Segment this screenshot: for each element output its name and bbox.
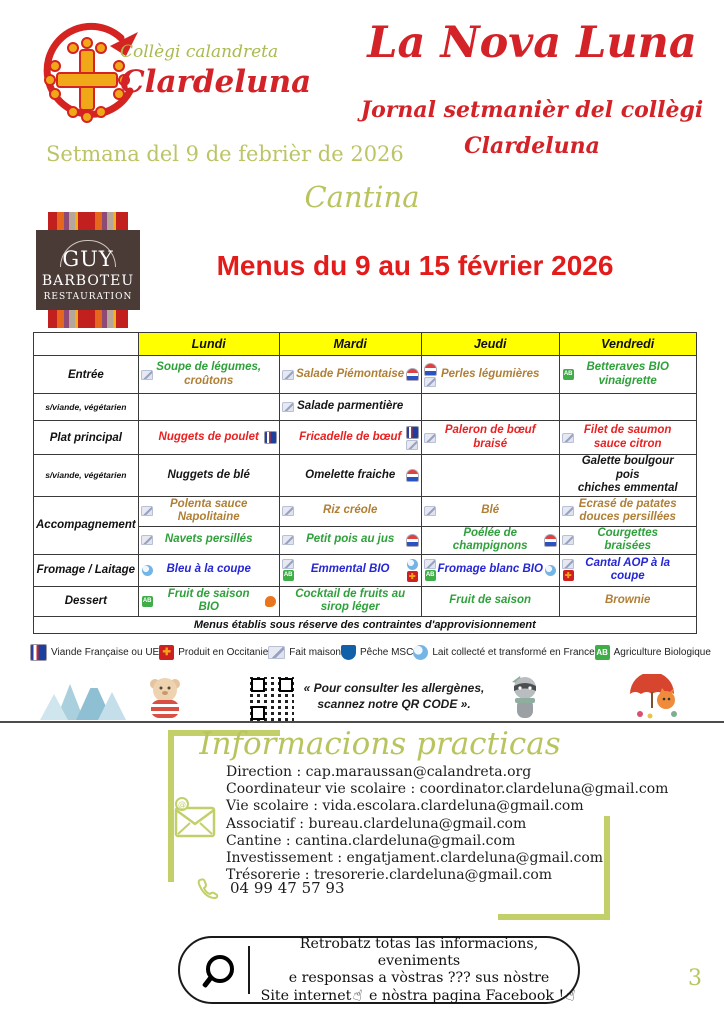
- menu-cell: [279, 554, 421, 586]
- menu-item-text: Navets persillés: [164, 533, 253, 546]
- fait-maison-icon: [282, 402, 294, 412]
- raccoon-illustration-icon: [502, 674, 548, 720]
- contact-line: Trésorerie : tresorerie.clardeluna@gmail.com: [226, 867, 553, 884]
- menu-cell: [138, 496, 279, 526]
- ab-bio-icon: AB: [425, 570, 436, 581]
- menu-item-text: Salade parmentière: [297, 400, 404, 413]
- fait-maison-icon: [562, 433, 574, 443]
- click-hand-icon: ☝: [564, 984, 578, 1005]
- website-link[interactable]: Site internet: [260, 987, 352, 1004]
- sur-place-icon: [424, 363, 437, 376]
- fait-maison-icon: [424, 377, 436, 387]
- sur-place-icon: [406, 469, 419, 482]
- menu-item-text: Galette boulgour pois chiches emmental: [577, 455, 678, 494]
- caterer-box: [36, 230, 140, 310]
- occitanie-icon: ✚: [407, 571, 418, 582]
- menu-item-text: Polenta sauce Napolitaine: [170, 497, 248, 523]
- day-header-jeudi: Jeudi: [421, 333, 559, 356]
- sur-place-icon: [544, 534, 557, 547]
- page-number: 3: [688, 966, 702, 991]
- fait-maison-icon: [562, 559, 574, 569]
- menu-item-text: Cantal AOP à la coupe: [585, 556, 671, 582]
- day-header-vendredi: Vendredi: [559, 333, 696, 356]
- menu-cell: [559, 496, 696, 526]
- menu-item-text: Nuggets de blé: [167, 468, 250, 481]
- legend-label: Produit en Occitanie: [178, 647, 269, 658]
- footer-line1: Retrobatz totas las informacions, eveniments: [299, 935, 539, 969]
- caterer-name-line2: BARBOTEU: [41, 273, 135, 289]
- footer-box-text: [260, 936, 578, 1005]
- menu-week-title: Menus du 9 au 15 février 2026: [216, 250, 614, 281]
- msc-icon: [341, 645, 356, 660]
- phone-icon: [196, 876, 220, 900]
- facebook-link[interactable]: e nòstra pagina Facebook !: [368, 987, 565, 1004]
- menu-cell: [138, 356, 279, 394]
- fait-maison-icon: [282, 506, 294, 516]
- day-header-mardi: Mardi: [279, 333, 421, 356]
- menu-cell: [559, 586, 696, 616]
- menu-cell: [421, 421, 559, 455]
- fait-maison-icon: [141, 370, 153, 380]
- menu-cell: [138, 394, 279, 421]
- milk-icon: [545, 565, 556, 576]
- fait-maison-icon: [282, 559, 294, 569]
- menu-table: [33, 332, 697, 634]
- milk-icon: [142, 565, 153, 576]
- contact-line: Direction : cap.maraussan@calandreta.org: [226, 764, 532, 780]
- contact-line: Cantine : cantina.clardeluna@gmail.com: [226, 832, 516, 849]
- legend-item: [268, 646, 341, 659]
- row-label: Accompagnement: [34, 496, 139, 554]
- school-name-line2: Clardeluna: [120, 64, 312, 100]
- click-hand-icon: ☝: [351, 984, 365, 1005]
- section-title-cantina: Cantina: [304, 180, 420, 214]
- menu-cell: [138, 586, 279, 616]
- fait-maison-icon: [424, 559, 436, 569]
- contact-line: Coordinateur vie scolaire : coordinator.clardeluna@gmail.com: [226, 781, 669, 798]
- menu-item-text: Soupe de légumes, croûtons: [156, 361, 262, 387]
- school-name-line1: Collègi calandreta: [120, 42, 279, 62]
- menu-cell: [138, 526, 279, 554]
- fr-eu-flag-icon: [264, 431, 277, 444]
- day-header-lundi: Lundi: [138, 333, 279, 356]
- subtitle-line2: Clardeluna: [464, 133, 600, 159]
- fox-umbrella-illustration-icon: [622, 674, 688, 720]
- menu-cell: [559, 526, 696, 554]
- ab-bio-icon: AB: [563, 369, 574, 380]
- fr-eu-flag-icon: [406, 426, 419, 439]
- menu-item-text: Omelette fraiche: [305, 468, 396, 481]
- menu-cell: [559, 421, 696, 455]
- svg-text:@: @: [178, 800, 186, 809]
- email-envelope-icon: [170, 796, 218, 840]
- legend-label: Agriculture Biologique: [613, 647, 711, 658]
- fr-eu-flag-icon: [30, 644, 47, 661]
- orange-fruit-icon: [265, 596, 276, 607]
- bear-illustration-icon: [142, 674, 188, 720]
- legend-label: Lait collecté et transformé en France: [432, 647, 595, 658]
- menu-item-text: Courgettes braisées: [597, 526, 659, 552]
- allergen-line1: « Pour consulter les allergènes,: [303, 681, 485, 695]
- menu-item-text: Perles légumières: [440, 367, 540, 380]
- legend-label: Pêche MSC: [359, 647, 414, 658]
- menu-item-text: Cocktail de fruits au sirop léger: [295, 587, 406, 613]
- legend-item: [341, 645, 413, 660]
- milk-icon: [407, 559, 418, 570]
- menu-cell: [559, 356, 696, 394]
- contact-line: Investissement : engatjament.clardeluna@gmail.com: [226, 850, 604, 867]
- menu-cell: [559, 554, 696, 586]
- contact-list: [226, 764, 668, 884]
- menu-item-text: Ecrasé de patates douces persillées: [578, 497, 677, 523]
- row-label: Fromage / Laitage: [34, 554, 139, 586]
- menu-item-text: Fricadelle de bœuf: [299, 430, 402, 443]
- qr-code: [247, 674, 297, 724]
- menu-legend: [30, 644, 711, 661]
- infos-title: Informacions practicas: [199, 726, 561, 762]
- legend-item: [159, 645, 268, 660]
- fait-maison-icon: [141, 535, 153, 545]
- fait-maison-icon: [268, 646, 285, 659]
- fait-maison-icon: [282, 535, 294, 545]
- occitanie-icon: ✚: [563, 570, 574, 581]
- table-corner-cell: [34, 333, 139, 356]
- phone-number: 04 99 47 57 93: [230, 879, 345, 897]
- menu-cell: [421, 554, 559, 586]
- caterer-name-line1: GUY: [62, 247, 114, 271]
- menu-cell: [138, 455, 279, 497]
- menu-item-text: Riz créole: [323, 504, 378, 517]
- menu-cell: [421, 586, 559, 616]
- legend-item: [413, 645, 594, 660]
- menu-cell: [279, 586, 421, 616]
- menu-footnote: Menus établis sous réserve des contraintes d'approvisionnement: [34, 616, 697, 633]
- week-line: Setmana del 9 de febrièr de 2026: [46, 142, 404, 166]
- menu-item-text: Fruit de saison BIO: [167, 587, 250, 613]
- menu-cell: [279, 356, 421, 394]
- menu-item-text: Petit pois au jus: [306, 533, 395, 546]
- decorative-strip: [0, 672, 724, 720]
- sur-place-icon: [406, 534, 419, 547]
- menu-cell: [421, 526, 559, 554]
- fait-maison-icon: [562, 506, 574, 516]
- menu-item-text: Paleron de bœuf braisé: [444, 424, 536, 450]
- fait-maison-icon: [424, 433, 436, 443]
- menu-item-text: Poélée de champignons: [452, 526, 528, 552]
- contact-line: Vie scolaire : vida.escolara.clardeluna@gmail.com: [226, 798, 584, 815]
- row-label: s/viande, végétarien: [34, 455, 139, 497]
- allergen-line2: scannez notre QR CODE ».: [317, 697, 471, 711]
- menu-cell: [559, 455, 696, 497]
- menu-item-text: Betteraves BIO vinaigrette: [586, 361, 669, 387]
- newsletter-title: La Nova Luna: [367, 18, 697, 68]
- menu-cell: [421, 394, 559, 421]
- menu-item-text: Fruit de saison: [449, 594, 532, 607]
- fait-maison-icon: [424, 506, 436, 516]
- menu-cell: [279, 421, 421, 455]
- legend-item: [30, 644, 159, 661]
- row-label: s/viande, végétarien: [34, 394, 139, 421]
- caterer-stripes-bottom: [48, 310, 128, 328]
- menu-item-text: Salade Piémontaise: [296, 367, 405, 380]
- menu-item-text: Nuggets de poulet: [158, 430, 259, 443]
- menu-item-text: Brownie: [605, 594, 651, 607]
- legend-item: [595, 645, 711, 660]
- mountains-illustration-icon: [40, 676, 128, 720]
- menu-item-text: Blé: [481, 504, 500, 517]
- fait-maison-icon: [406, 440, 418, 450]
- section-divider: [0, 721, 724, 723]
- menu-cell: [138, 554, 279, 586]
- row-label: Dessert: [34, 586, 139, 616]
- menu-cell: [279, 526, 421, 554]
- caterer-stripes-top: [48, 212, 128, 230]
- ab-bio-icon: AB: [595, 645, 610, 660]
- occitanie-icon: ✚: [159, 645, 174, 660]
- pill-divider: [248, 946, 250, 994]
- menu-cell: [559, 394, 696, 421]
- ab-bio-icon: AB: [142, 596, 153, 607]
- legend-label: Fait maison: [289, 647, 341, 658]
- row-label: Plat principal: [34, 421, 139, 455]
- magnifier-icon: [204, 955, 234, 985]
- contact-line: Associatif : bureau.clardeluna@gmail.com: [226, 815, 527, 832]
- menu-cell: [279, 455, 421, 497]
- menu-item-text: Filet de saumon sauce citron: [583, 424, 672, 450]
- footer-line2: e responsas a vòstras ??? sus nòstre: [288, 969, 550, 986]
- caterer-logo: [36, 212, 140, 328]
- ab-bio-icon: AB: [283, 570, 294, 581]
- menu-cell: [421, 356, 559, 394]
- menu-cell: [421, 455, 559, 497]
- newsletter-subtitle: [352, 92, 712, 164]
- menu-cell: [421, 496, 559, 526]
- bracket-bottom-horizontal: [498, 914, 610, 920]
- allergen-note: [298, 680, 490, 712]
- subtitle-line1: Jornal setmanièr del collègi: [360, 97, 704, 123]
- fait-maison-icon: [562, 535, 574, 545]
- menu-item-text: Emmental BIO: [310, 563, 390, 576]
- fait-maison-icon: [141, 506, 153, 516]
- milk-icon: [413, 645, 428, 660]
- row-label: Entrée: [34, 356, 139, 394]
- menu-cell: [279, 496, 421, 526]
- caterer-name-line3: RESTAURATION: [43, 292, 133, 302]
- legend-label: Viande Française ou UE: [51, 647, 160, 658]
- footer-info-box: [178, 936, 580, 1004]
- menu-cell: [279, 394, 421, 421]
- sur-place-icon: [406, 368, 419, 381]
- menu-item-text: Bleu à la coupe: [166, 563, 251, 576]
- menu-item-text: Fromage blanc BIO: [437, 563, 543, 576]
- fait-maison-icon: [282, 370, 294, 380]
- menu-cell: [138, 421, 279, 455]
